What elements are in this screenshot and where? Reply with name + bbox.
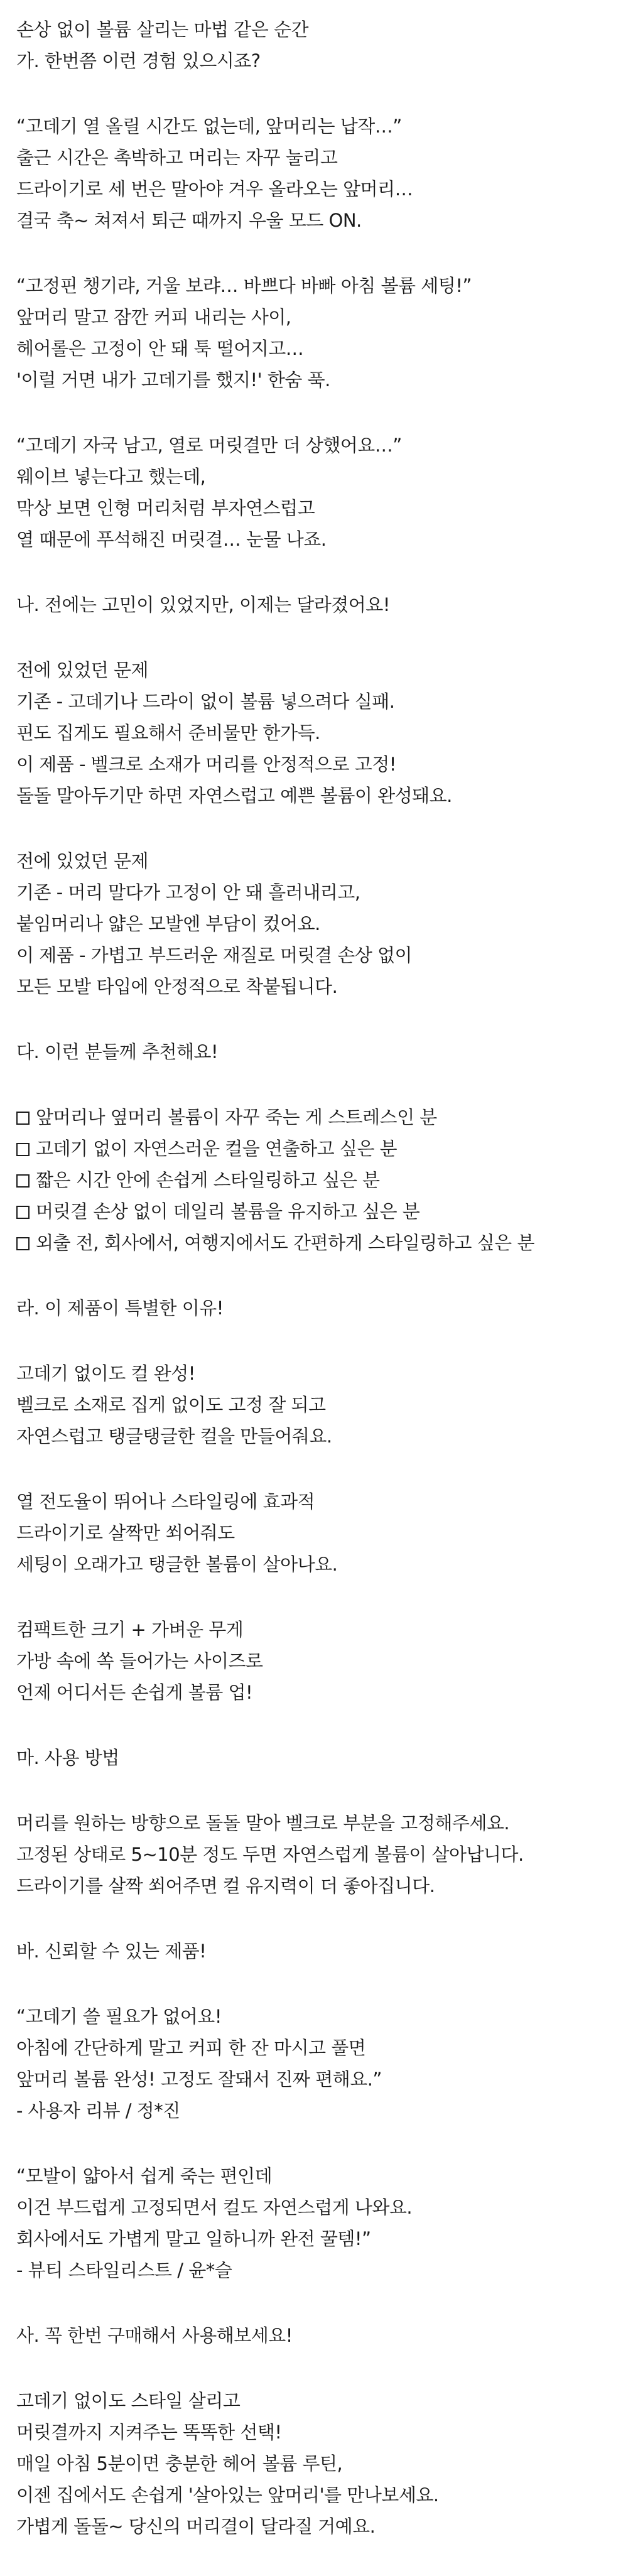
- compare-before: 기존 - 고데기나 드라이 없이 볼륨 넣으려다 실패.: [16, 691, 395, 712]
- feature-block-2: [16, 1486, 613, 1580]
- closing-text: 이젠 집에서도 손쉽게 '살아있는 앞머리'를 만나보세요.: [16, 2484, 439, 2506]
- story-quote: “고데기 자국 남고, 열로 머릿결만 더 상했어요…”: [16, 435, 402, 456]
- section-ga-heading: 가. 한번쯤 이런 경험 있으시죠?: [16, 50, 261, 72]
- compare-before: 핀도 집게도 필요해서 준비물만 한가득.: [16, 722, 320, 744]
- feature-text: 가방 속에 쏙 들어가는 사이즈로: [16, 1650, 263, 1672]
- section-ma-heading: 마. 사용 방법: [16, 1747, 119, 1768]
- feature-text: 세팅이 오래가고 탱글한 볼륨이 살아나요.: [16, 1554, 338, 1575]
- intro-block: [16, 14, 613, 77]
- recommend-checklist: [16, 1101, 613, 1258]
- usage-step: 드라이기를 살짝 쐬어주면 컬 유지력이 더 좋아집니다.: [16, 1875, 435, 1897]
- section-na: [16, 589, 613, 620]
- compare-after: 이 제품 - 벨크로 소재가 머리를 안정적으로 고정!: [16, 754, 396, 775]
- review-quote: 회사에서도 가볍게 말고 일하니까 완전 꿀템!”: [16, 2228, 371, 2249]
- checklist-item-label: 앞머리나 옆머리 볼륨이 자꾸 죽는 게 스트레스인 분: [36, 1107, 437, 1128]
- checklist-item: [16, 1227, 613, 1258]
- review-quote: “고데기 쓸 필요가 없어요!: [16, 2006, 222, 2027]
- story-text: 열 때문에 푸석해진 머릿결… 눈물 나죠.: [16, 529, 327, 550]
- feature-title: 컴팩트한 크기 + 가벼운 무게: [16, 1619, 244, 1640]
- feature-block-3: [16, 1614, 613, 1708]
- checkbox-icon: [16, 1206, 30, 1219]
- section-na-heading: 나. 전에는 고민이 있었지만, 이제는 달라졌어요!: [16, 594, 390, 615]
- compare-after: 이 제품 - 가볍고 부드러운 재질로 머릿결 손상 없이: [16, 944, 412, 966]
- compare-before: 기존 - 머리 말다가 고정이 안 돼 흘러내리고,: [16, 882, 360, 903]
- checkbox-icon: [16, 1174, 30, 1188]
- usage-step: 고정된 상태로 5~10분 정도 두면 자연스럽게 볼륨이 살아납니다.: [16, 1844, 524, 1865]
- story-block-1: [16, 111, 613, 236]
- checkbox-icon: [16, 1112, 30, 1125]
- story-text: 앞머리 말고 잠깐 커피 내리는 사이,: [16, 306, 291, 328]
- checkbox-icon: [16, 1237, 30, 1250]
- compare-block-2: [16, 845, 613, 1002]
- section-ba-heading: 바. 신뢰할 수 있는 제품!: [16, 1940, 207, 1962]
- intro-title: 손상 없이 볼륨 살리는 마법 같은 순간: [16, 19, 309, 40]
- checklist-item-label: 짧은 시간 안에 손쉽게 스타일링하고 싶은 분: [36, 1169, 380, 1191]
- feature-title: 고데기 없이도 컬 완성!: [16, 1363, 195, 1384]
- story-quote: “고정핀 챙기랴, 거울 보랴… 바쁘다 바빠 아침 볼륨 세팅!”: [16, 275, 472, 296]
- usage-step: 머리를 원하는 방향으로 돌돌 말아 벨크로 부분을 고정해주세요.: [16, 1812, 510, 1834]
- checklist-item-label: 외출 전, 회사에서, 여행지에서도 간편하게 스타일링하고 싶은 분: [36, 1232, 534, 1253]
- closing-text: 매일 아침 5분이면 충분한 헤어 볼륨 루틴,: [16, 2453, 343, 2474]
- section-ra: [16, 1292, 613, 1324]
- compare-after: 돌돌 말아두기만 하면 자연스럽고 예쁜 볼륨이 완성돼요.: [16, 785, 452, 806]
- closing-block: [16, 2385, 613, 2542]
- section-sa: [16, 2320, 613, 2351]
- story-text: 결국 축~ 쳐져서 퇴근 때까지 우울 모드 ON.: [16, 210, 362, 231]
- review-quote: 앞머리 볼륨 완성! 고정도 잘돼서 진짜 편해요.”: [16, 2069, 382, 2090]
- feature-title: 열 전도율이 뛰어나 스타일링에 효과적: [16, 1491, 315, 1512]
- closing-text: 머릿결까지 지켜주는 똑똑한 선택!: [16, 2422, 282, 2443]
- review-quote: 아침에 간단하게 말고 커피 한 잔 마시고 풀면: [16, 2037, 366, 2059]
- checklist-item: [16, 1196, 613, 1227]
- story-text: 헤어롤은 고정이 안 돼 툭 떨어지고…: [16, 338, 304, 359]
- closing-text: 가볍게 돌돌~ 당신의 머리결이 달라질 거예요.: [16, 2516, 376, 2537]
- compare-label: 전에 있었던 문제: [16, 850, 149, 872]
- story-text: 출근 시간은 촉박하고 머리는 자꾸 눌리고: [16, 147, 338, 168]
- closing-text: 고데기 없이도 스타일 살리고: [16, 2390, 241, 2411]
- feature-text: 드라이기로 살짝만 쐬어줘도: [16, 1522, 235, 1544]
- feature-text: 벨크로 소재로 집게 없이도 고정 잘 되고: [16, 1394, 326, 1415]
- story-text: 드라이기로 세 번은 말아야 겨우 올라오는 앞머리…: [16, 178, 413, 200]
- review-block-2: [16, 2160, 613, 2286]
- checklist-item: [16, 1164, 613, 1196]
- feature-text: 언제 어디서든 손쉽게 볼륨 업!: [16, 1682, 253, 1703]
- review-quote: 이건 부드럽게 고정되면서 컬도 자연스럽게 나와요.: [16, 2197, 413, 2218]
- review-block-1: [16, 2001, 613, 2126]
- story-block-3: [16, 430, 613, 555]
- compare-before: 붙임머리나 얇은 모발엔 부담이 컸어요.: [16, 913, 320, 934]
- review-author: - 사용자 리뷰 / 정*진: [16, 2100, 180, 2121]
- story-block-2: [16, 270, 613, 396]
- compare-label: 전에 있었던 문제: [16, 659, 149, 681]
- checklist-item: [16, 1101, 613, 1133]
- section-da: [16, 1036, 613, 1068]
- story-text: 웨이브 넣는다고 했는데,: [16, 466, 206, 487]
- product-description: [16, 14, 613, 2576]
- section-da-heading: 다. 이런 분들께 추천해요!: [16, 1041, 219, 1063]
- story-quote: “고데기 열 올릴 시간도 없는데, 앞머리는 납작…”: [16, 116, 402, 137]
- story-text: 막상 보면 인형 머리처럼 부자연스럽고: [16, 497, 315, 519]
- section-sa-heading: 사. 꼭 한번 구매해서 사용해보세요!: [16, 2325, 293, 2346]
- checklist-item-label: 머릿결 손상 없이 데일리 볼륨을 유지하고 싶은 분: [36, 1201, 420, 1222]
- usage-block: [16, 1807, 613, 1902]
- section-ma: [16, 1742, 613, 1773]
- checkbox-icon: [16, 1143, 30, 1156]
- review-author: - 뷰티 스타일리스트 / 윤*슬: [16, 2259, 232, 2281]
- compare-after: 모든 모발 타입에 안정적으로 착붙됩니다.: [16, 976, 338, 997]
- section-ba: [16, 1935, 613, 1967]
- checklist-item-label: 고데기 없이 자연스러운 컬을 연출하고 싶은 분: [36, 1138, 398, 1159]
- compare-block-1: [16, 654, 613, 811]
- feature-text: 자연스럽고 탱글탱글한 컬을 만들어줘요.: [16, 1426, 332, 1447]
- section-ra-heading: 라. 이 제품이 특별한 이유!: [16, 1297, 224, 1319]
- review-quote: “모발이 얇아서 쉽게 죽는 편인데: [16, 2165, 273, 2187]
- feature-block-1: [16, 1358, 613, 1452]
- checklist-item: [16, 1133, 613, 1164]
- story-text: '이럴 거면 내가 고데기를 했지!' 한숨 푹.: [16, 369, 330, 391]
